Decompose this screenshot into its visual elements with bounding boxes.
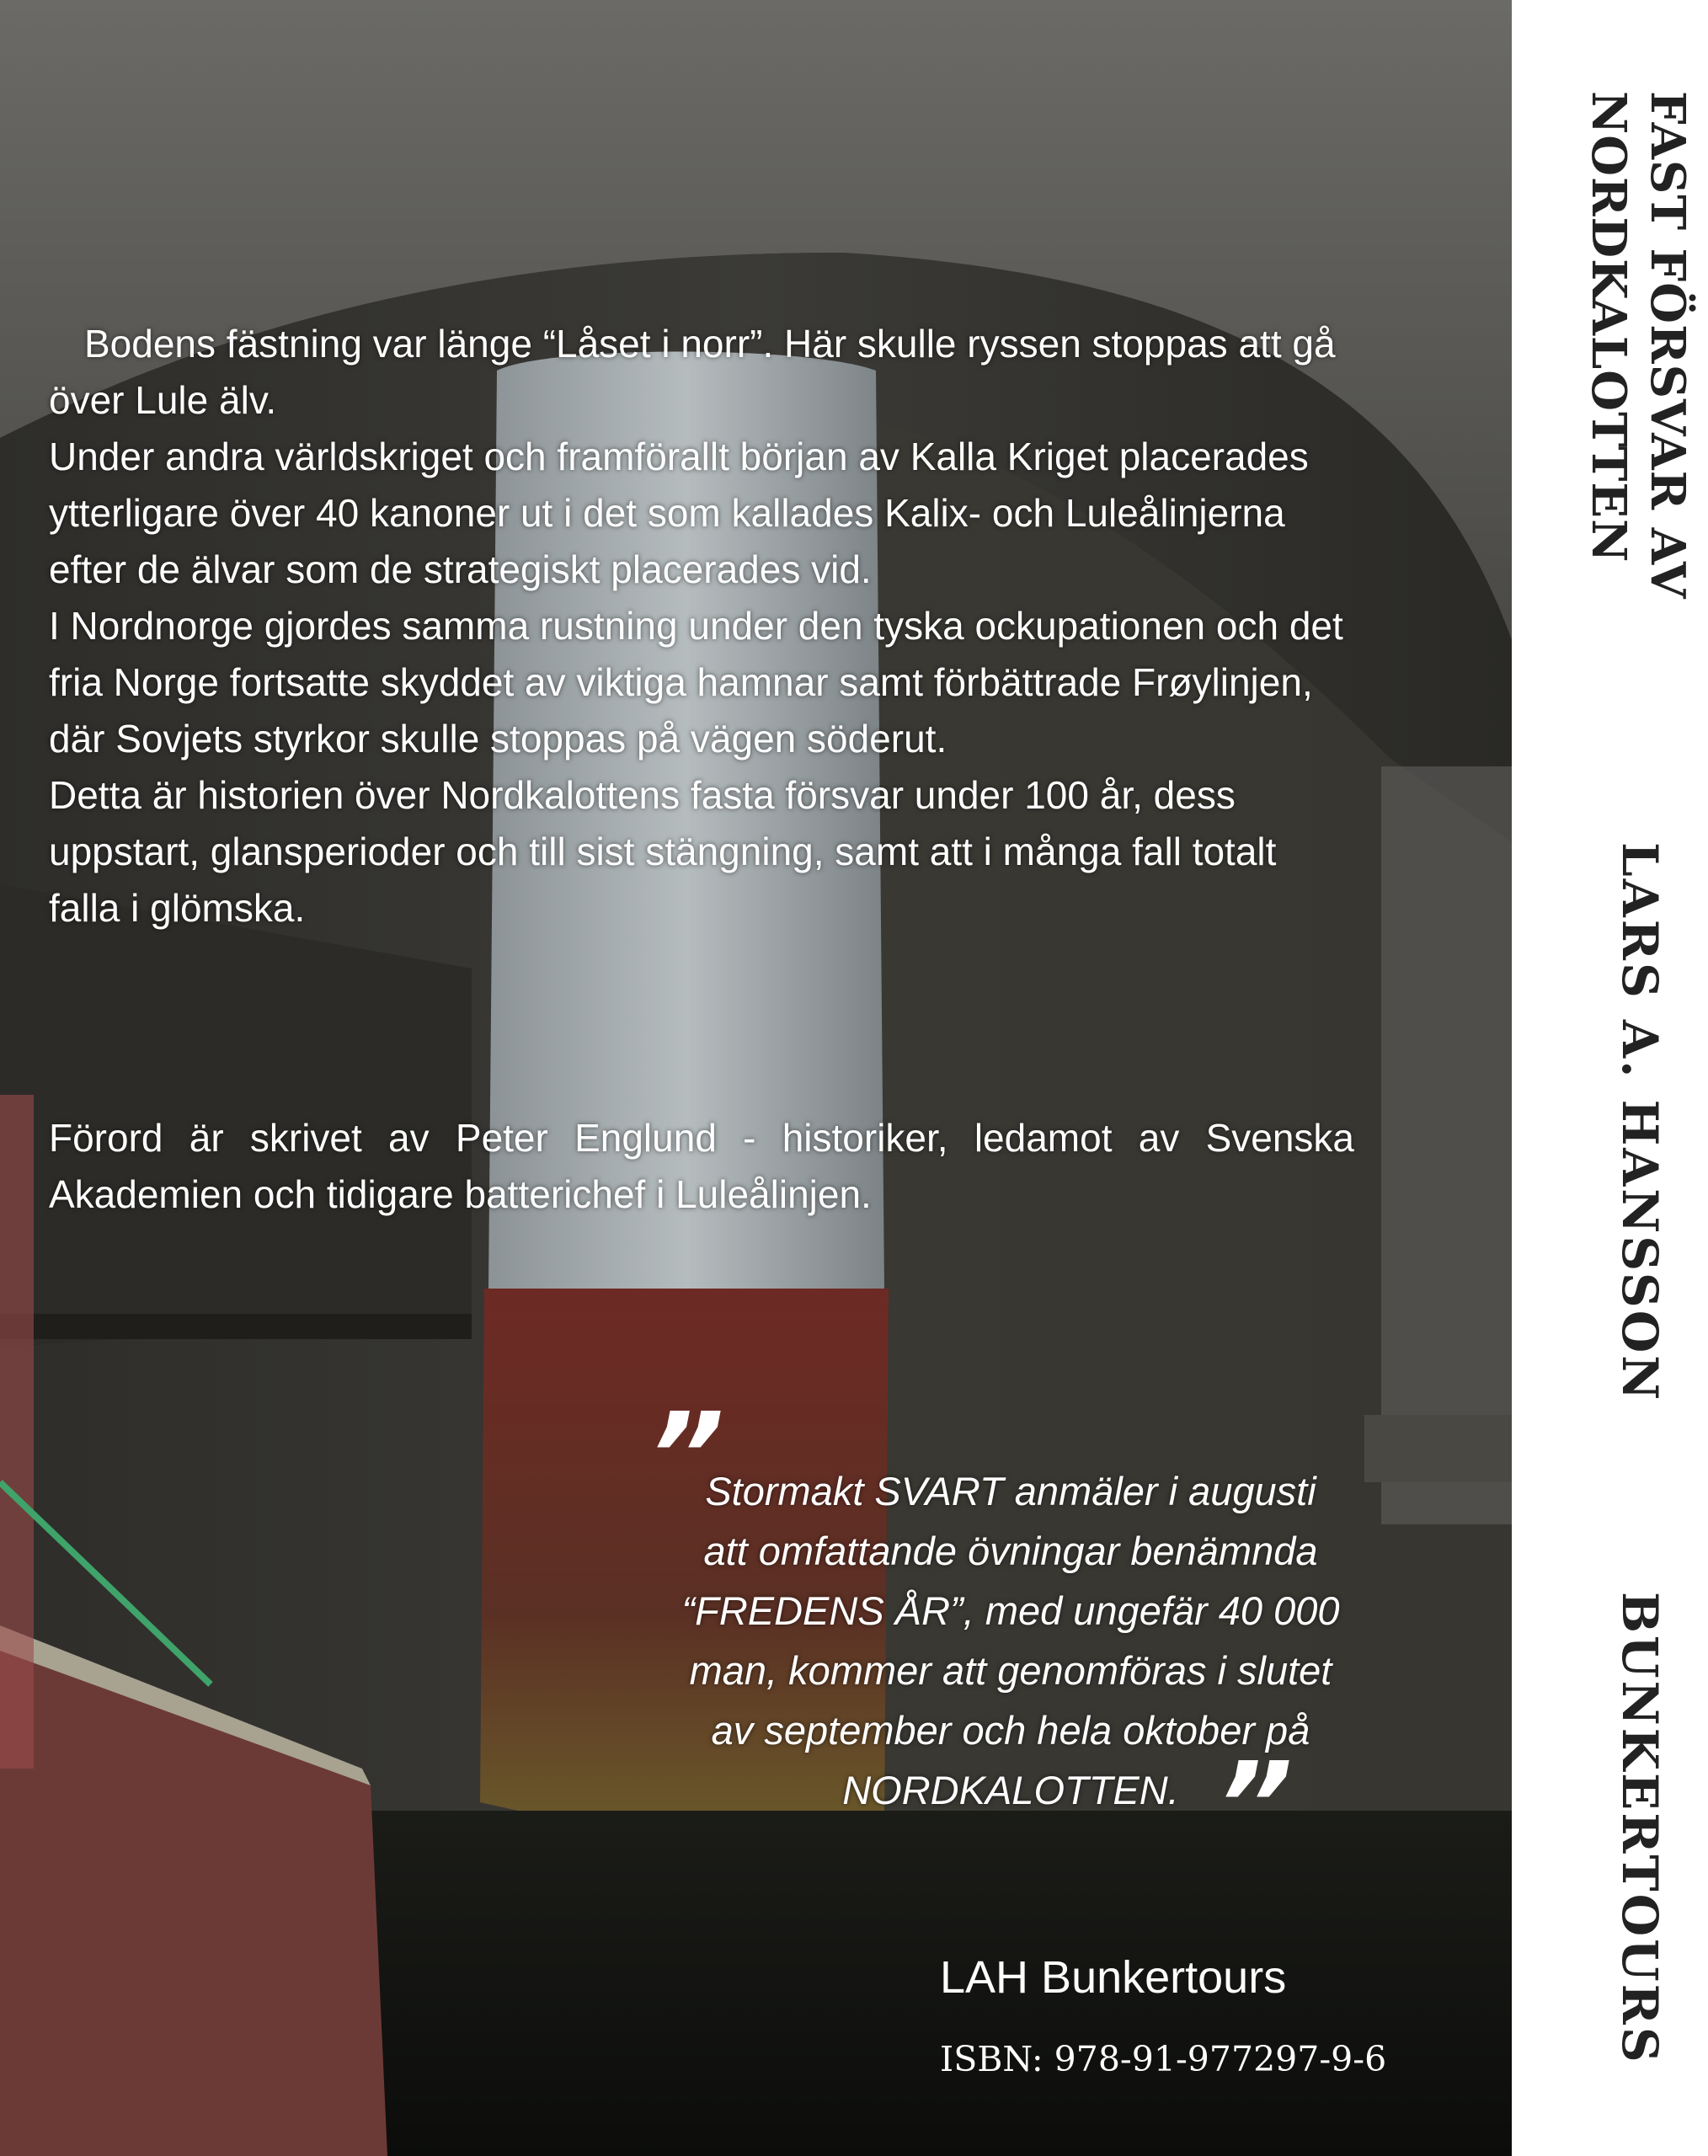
blurb-paragraph: I Nordnorge gjordes samma rustning under den tyska ockupationen och det fria Norge fortsatte skyddet av viktiga hamnar samt förbättrade Frøylinjen, där Sovjets styrkor skulle stoppas på vägen söderut. <box>49 604 1343 760</box>
pull-quote-line: Stormakt SVART anmäler i augusti <box>705 1469 1316 1513</box>
pull-quote-line: att omfattande övningar benämnda <box>703 1529 1318 1573</box>
back-cover-blurb <box>49 316 1354 937</box>
spine-title-line-1: FAST FÖRSVAR AV <box>1640 91 1695 600</box>
spine-title-line-2: NORDKALOTTEN <box>1581 91 1636 563</box>
blurb-paragraph: Under andra världskriget och framförallt början av Kalla Kriget placerades ytterligare över 40 kanoner ut i det som kallades Kalix- och Luleålinjerna efter de älvar som de strategiskt placerades vid. <box>49 435 1309 591</box>
quote-mark-close: ” <box>1217 1737 1294 1875</box>
blurb-paragraph: Bodens fästning var länge “Låset i norr”. Här skulle ryssen stoppas att gå över Lule älv. <box>49 322 1336 422</box>
spine-author: LARS A. HANSSON <box>1611 842 1668 1403</box>
foreword-note: Förord är skrivet av Peter Englund - historiker, ledamot av Svenska Akademien och tidigare batterichef i Luleålinjen. <box>49 1116 1354 1216</box>
pull-quote-line: av september och hela oktober på <box>711 1708 1310 1753</box>
spine-publisher: BUNKERTOURS <box>1611 1592 1668 2065</box>
pull-quote-line: NORDKALOTTEN. <box>842 1768 1179 1812</box>
pull-quote-line: man, kommer att genomföras i slutet <box>689 1648 1332 1693</box>
blurb-paragraph: Detta är historien över Nordkalottens fasta försvar under 100 år, dess uppstart, glansperioder och till sist stängning, samt att i många fall totalt falla i glömska. <box>49 773 1277 930</box>
quote-mark-open: ” <box>649 1388 725 1525</box>
isbn-number: ISBN: 978-91-977297-9-6 <box>940 2039 1387 2079</box>
publisher-name: LAH Bunkertours <box>940 1952 1287 2003</box>
pull-quote-line: “FREDENS ÅR”, med ungefär 40 000 <box>681 1588 1340 1633</box>
